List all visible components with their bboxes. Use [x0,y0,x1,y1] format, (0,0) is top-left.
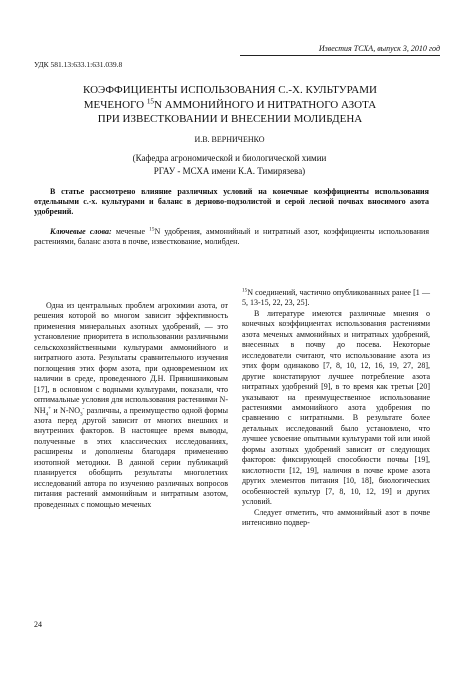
keywords-superscript: 15 [149,226,155,233]
ammonium-superscript: + [48,404,52,411]
affiliation [0,152,459,178]
title-line-1: КОЭФФИЦИЕНТЫ ИСПОЛЬЗОВАНИЯ С.-Х. КУЛЬТУРАМИ [83,84,377,96]
page-number: 24 [34,620,42,629]
author-name: И.В. ВЕРНИЧЕНКО [194,135,265,144]
affiliation-line-1: (Кафедра агрономической и биологической химии [132,153,327,163]
journal-header: Известия ТСХА, выпуск 3, 2010 год [318,44,440,53]
nitrate-superscript: - [82,404,85,411]
body-column-right [242,288,430,528]
body-paragraph-2: В литературе имеются различные мнения о конечных коэффициентах использования растениями азота меченых аммонийных и нитратных удобрений, внесенных в почву до посева. Некоторые исследователи считают, что использование азота из этих форм одинаково [7, 8, 10, 12, 16, 19, 27, 28], другие констатируют лучшее потребление азота нитратных удобрений [9], в то время как третьи [20] указывают на преимущественное использование растениями аммонийного азота удобрения по сравнению с нитратными. В результате более детальных исследований было установлено, что лучшее усвоение опытными культурами той или иной формы азотных удобрений зависит от следующих факторов: фиксирующей способности почвы [19], кислотности [12, 19], наличия в почве кроме азота других элементов питания [10, 18], биологических особенностей культур [7, 8, 10, 12, 19] и других условий. [242,308,430,507]
keywords-start: меченые [111,227,150,236]
keywords-label: Ключевые слова: [50,227,112,236]
body-paragraph-continued [242,288,430,309]
abstract: В статье рассмотрено влияние различных условий на конечные коэффициенты использования отдельными с.-х. культурами и баланс в дерново-подзолистой и серой лесной почвах вносимого азота удобрений. [34,187,429,216]
body-paragraph-3: Следует отметить, что аммонийный азот в почве интенсивно подвер- [242,507,430,527]
header-rule [240,55,440,56]
title-line-2 [40,98,420,113]
body-text-part-1: Одна из центральных проблем агрохимии азота, от решения которой во многом зависит эффективность применения минеральных азотных удобрений, — это установление приоритета в использовании различными сельскохозяйственными культурами аммонийного и нитратного азота. Результаты сравнительного изучения поглощения этих форм азота, при одновременном их наличии в среде, проведенного Д.Н. Прянишниковым [17], в основном с водными культурами, показали, что оптимальные условия для использования растениями N-NH [34,301,228,415]
keywords-text: N удобрения, аммонийный и нитратный азот, коэффициенты использования растениями, баланс азота в почве, известкование, молибден. [34,227,430,246]
nitrate-subscript: 3 [80,411,83,418]
title-isotope-superscript: 15 [146,96,154,105]
ammonium-subscript: 4 [45,411,49,418]
title-line-2-end: N АММОНИЙНОГО И НИТРАТНОГО АЗОТА [153,98,377,111]
affiliation-line-2: РГАУ - МСХА имени К.А. Тимирязева) [153,166,306,176]
article-title [40,83,420,127]
udk-code: УДК 581.13:633.1:631.039.8 [34,60,123,69]
body-text-continued: N соединений, частично опубликованных ранее [1 —5, 13-15, 22, 23, 25]. [242,288,430,308]
title-line-3: ПРИ ИЗВЕСТКОВАНИИ И ВНЕСЕНИИ МОЛИБДЕНА [97,113,363,125]
body-text-and: и N-NO [51,405,81,415]
isotope-superscript: 15 [242,287,248,294]
body-paragraph [34,301,228,510]
keywords [34,227,429,247]
body-column-left [34,301,228,510]
body-text-part-2: различны, а преимущество одной формы азота перед другой зависит от многих внешних и внутренних факторов. В настоящее время выводы, полученные в этих классических исследованиях, расширены и дополнены благодаря применению изотопной методики. В данной серии публикаций планируется обобщить результаты многолетних исследований автора по изучению различных вопросов питания растений аммонийным и нитратным азотом, проведенных с помощью меченых [34,405,228,509]
title-line-2-start: МЕЧЕНОГО [83,98,147,111]
